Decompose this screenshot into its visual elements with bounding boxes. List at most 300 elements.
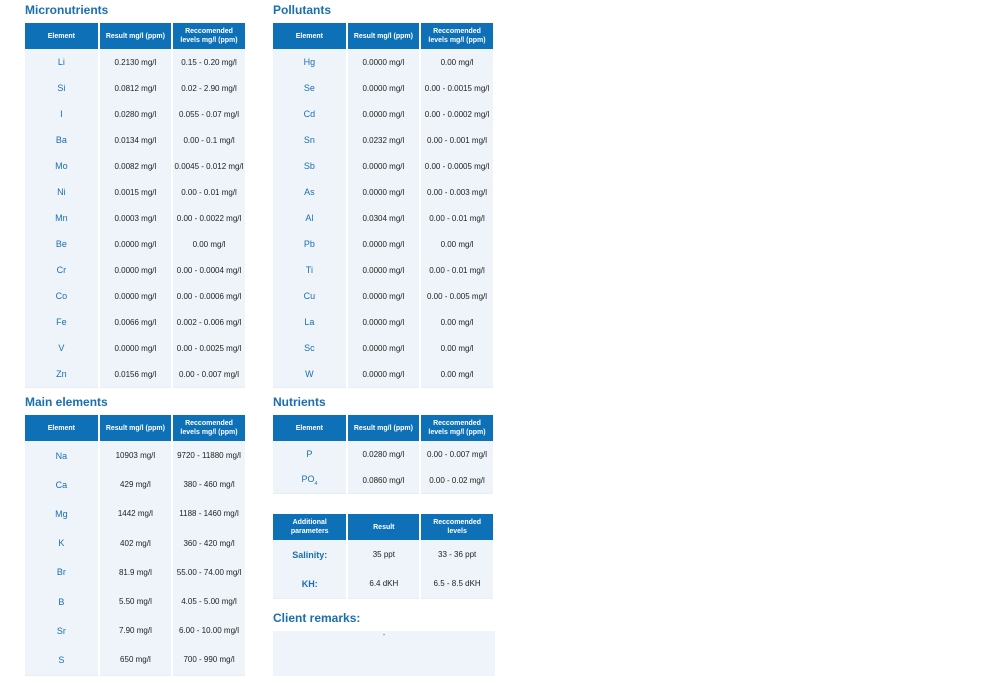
element-cell-text: V [58,343,65,353]
table-row [273,540,493,569]
result-cell-text: 0.0015 mg/l [114,187,157,197]
recommended-cell [173,75,245,101]
recommended-cell-text: 0.00 - 0.01 mg/l [181,187,237,197]
result-cell [100,529,171,558]
header-element: Element [273,23,346,49]
nutrients-rows [273,441,493,494]
nutrients-section [273,395,743,494]
recommended-cell-text: 0.00 - 0.007 mg/l [179,369,240,379]
recommended-cell [173,257,245,283]
element-cell-text: Fe [56,317,67,327]
element-cell-text: Hg [303,57,316,67]
table-row [273,257,493,283]
element-cell-text: K [58,538,65,549]
result-cell-text: 0.0280 mg/l [362,449,405,459]
table-row [25,470,245,499]
recommended-cell-text: 9720 - 11880 mg/l [177,451,241,461]
table-row [25,587,245,616]
element-cell [25,309,98,335]
header-element: Element [25,415,98,441]
result-cell [348,569,419,599]
recommended-cell-text: 0.00 - 0.007 mg/l [427,449,488,459]
recommended-cell [421,205,493,231]
element-cell [273,283,346,309]
header-recommended: Reccomended levels mg/l (ppm) [173,415,245,441]
result-cell [100,205,171,231]
recommended-cell-text: 0.00 - 0.0022 mg/l [176,213,242,223]
result-cell [100,231,171,257]
table-row [25,361,245,388]
result-cell [100,616,171,645]
micronutrients-table [23,23,247,388]
element-cell [25,470,98,499]
parameter-cell [273,540,346,569]
element-cell-text: Be [55,239,67,249]
recommended-cell-text: 0.00 mg/l [440,369,474,379]
table-row [25,529,245,558]
result-cell [348,205,419,231]
parameter-cell-text: KH: [301,578,318,589]
table-row [25,179,245,205]
element-cell [273,257,346,283]
result-cell [348,309,419,335]
result-cell-text: 0.0000 mg/l [114,265,157,275]
recommended-cell [173,309,245,335]
header-recommended: Reccomended levels [421,514,493,540]
recommended-cell [421,441,493,467]
element-cell [25,257,98,283]
main-elements-rows [25,441,245,676]
recommended-cell-text: 0.00 - 0.003 mg/l [427,187,488,197]
result-cell-text: 35 ppt [372,550,395,559]
element-cell-text: Ni [57,187,66,197]
recommended-cell [173,49,245,75]
pollutants-section [273,3,743,388]
recommended-cell [421,569,493,599]
table-row [273,153,493,179]
nutrients-title: Nutrients [273,395,326,409]
element-cell [25,49,98,75]
table-row [273,179,493,205]
header-result: Result mg/l (ppm) [348,415,419,441]
result-cell [100,257,171,283]
element-cell-text: Mo [55,161,68,171]
recommended-cell [421,153,493,179]
recommended-cell [421,127,493,153]
result-cell [100,153,171,179]
result-cell [348,467,419,494]
result-cell-text: 7.90 mg/l [118,626,152,636]
recommended-cell-text: 4.05 - 5.00 mg/l [181,597,237,607]
element-cell [25,205,98,231]
element-cell [25,75,98,101]
element-cell-text: Se [303,83,315,93]
additional-parameters-table [271,514,495,599]
result-cell [100,499,171,528]
client-remarks-section [273,611,743,676]
element-cell [25,179,98,205]
table-row [25,309,245,335]
table-row [25,335,245,361]
result-cell [100,645,171,675]
result-cell-text: 0.0000 mg/l [114,291,157,301]
recommended-cell [173,558,245,587]
recommended-cell-text: 0.00 - 0.0006 mg/l [176,291,242,301]
element-cell-text: Cd [303,109,316,119]
result-cell [100,127,171,153]
recommended-cell-text: 360 - 420 mg/l [183,538,235,548]
table-row [273,283,493,309]
result-cell-text: 0.0232 mg/l [362,135,405,145]
element-cell-text: Ti [305,265,313,275]
recommended-cell [173,205,245,231]
recommended-cell [421,361,493,388]
header-recommended: Reccomended levels mg/l (ppm) [173,23,245,49]
result-cell-text: 0.0000 mg/l [362,239,405,249]
table-row [25,283,245,309]
element-cell [25,616,98,645]
recommended-cell [421,231,493,257]
table-row [25,616,245,645]
result-cell [348,101,419,127]
table-row [273,101,493,127]
element-cell-text: Sc [304,343,315,353]
result-cell [348,75,419,101]
recommended-cell [173,361,245,388]
result-cell [348,283,419,309]
element-cell [273,101,346,127]
recommended-cell [421,101,493,127]
recommended-cell-text: 0.00 - 0.0005 mg/l [424,161,490,171]
table-row [25,441,245,470]
recommended-cell-text: 1188 - 1460 mg/l [179,509,239,519]
recommended-cell-text: 0.00 - 0.0004 mg/l [176,265,242,275]
element-cell-text: P [306,449,313,459]
recommended-cell [421,49,493,75]
element-cell [25,529,98,558]
result-cell-text: 1442 mg/l [117,509,153,519]
table-row [273,361,493,388]
result-cell-text: 0.0156 mg/l [114,369,157,379]
result-cell [100,309,171,335]
element-cell-text: Ba [55,135,67,145]
element-cell-text: Al [305,213,314,223]
result-cell-text: 0.0000 mg/l [362,317,405,327]
element-cell [273,127,346,153]
recommended-cell [173,499,245,528]
element-cell-text: S [58,654,65,665]
recommended-cell-text: 0.00 mg/l [440,317,474,327]
element-cell-text: As [304,187,315,197]
recommended-cell-text: 0.00 - 0.001 mg/l [427,135,488,145]
table-row [273,335,493,361]
recommended-cell-text: 33 - 36 ppt [438,550,477,559]
result-cell [100,283,171,309]
client-remarks-title: Client remarks: [273,611,361,625]
recommended-cell [173,231,245,257]
element-cell-text: Si [57,83,66,93]
client-remarks-text: - [382,632,386,639]
result-cell [348,361,419,388]
result-cell-text: 0.0000 mg/l [362,265,405,275]
main-elements-table [23,415,247,676]
pollutants-rows [273,49,493,388]
result-cell [348,441,419,467]
element-cell-text: Ca [55,479,68,490]
recommended-cell-text: 0.00 mg/l [440,57,474,67]
header-element: Element [25,23,98,49]
header-parameter: Additional parameters [273,514,346,540]
recommended-cell [421,540,493,569]
result-cell [348,49,419,75]
additional-rows [273,540,493,599]
recommended-cell-text: 0.055 - 0.07 mg/l [179,109,240,119]
result-cell-text: 0.0000 mg/l [362,187,405,197]
element-cell [273,361,346,388]
element-cell-text: PO [301,473,315,484]
result-cell [100,335,171,361]
recommended-cell [173,335,245,361]
recommended-cell-text: 0.00 - 0.0002 mg/l [424,109,490,119]
table-row [25,558,245,587]
result-cell-text: 0.2130 mg/l [114,57,157,67]
additional-parameters-section [273,514,743,599]
result-cell-text: 0.0000 mg/l [114,239,157,249]
result-cell [100,49,171,75]
element-cell [25,127,98,153]
result-cell-text: 0.0000 mg/l [362,161,405,171]
element-cell [273,467,346,494]
element-cell [273,153,346,179]
recommended-cell [173,127,245,153]
element-cell-text: Mn [55,213,68,223]
element-cell [25,231,98,257]
result-cell-text: 0.0280 mg/l [114,109,157,119]
recommended-cell [421,257,493,283]
recommended-cell-text: 0.15 - 0.20 mg/l [181,57,237,67]
element-cell-text: Sb [303,161,315,171]
element-cell [25,558,98,587]
client-remarks-box [273,631,495,676]
result-cell [100,101,171,127]
element-cell [25,645,98,675]
result-cell-text: 0.0812 mg/l [114,83,157,93]
result-cell [348,335,419,361]
recommended-cell [173,470,245,499]
recommended-cell-text: 0.0045 - 0.012 mg/l [174,161,244,171]
recommended-cell [173,587,245,616]
result-cell [100,470,171,499]
table-row [273,309,493,335]
element-cell [273,179,346,205]
result-cell-text: 0.0000 mg/l [114,343,157,353]
element-cell [273,441,346,467]
recommended-cell-text: 700 - 990 mg/l [183,655,235,665]
result-cell [100,361,171,388]
element-cell [25,153,98,179]
table-row [273,467,493,494]
header-result: Result [348,514,419,540]
result-cell-text: 0.0066 mg/l [114,317,157,327]
recommended-cell-text: 0.00 - 0.1 mg/l [183,135,235,145]
pollutants-title: Pollutants [273,3,332,17]
element-cell-text: Br [56,567,66,578]
element-cell-text: Cr [56,265,67,275]
recommended-cell [173,645,245,675]
result-cell [100,441,171,470]
table-row [25,101,245,127]
recommended-cell [421,179,493,205]
parameter-cell-text: Salinity: [292,549,328,560]
element-cell-text: Sn [303,135,315,145]
element-cell-text: Co [55,291,68,301]
recommended-cell-text: 0.02 - 2.90 mg/l [181,83,237,93]
table-row [25,257,245,283]
recommended-cell-text: 0.00 - 0.0015 mg/l [424,83,490,93]
header-result: Result mg/l (ppm) [348,23,419,49]
result-cell-text: 0.0082 mg/l [114,161,157,171]
result-cell [348,231,419,257]
element-cell [273,49,346,75]
element-cell-text: Li [57,57,65,67]
result-cell-text: 0.0000 mg/l [362,291,405,301]
recommended-cell [173,153,245,179]
recommended-cell-text: 0.00 - 0.01 mg/l [429,265,485,275]
element-cell-text: Mg [55,508,68,519]
table-row [25,75,245,101]
recommended-cell [421,283,493,309]
table-row [273,127,493,153]
recommended-cell-text: 0.00 - 0.005 mg/l [427,291,488,301]
result-cell [348,179,419,205]
result-cell [100,179,171,205]
micronutrients-title: Micronutrients [25,3,109,17]
result-cell [348,540,419,569]
table-row [273,49,493,75]
table-row [25,127,245,153]
result-cell-text: 0.0000 mg/l [362,343,405,353]
recommended-cell-text: 0.00 - 0.0025 mg/l [176,343,242,353]
header-recommended: Reccomended levels mg/l (ppm) [421,415,493,441]
recommended-cell [173,179,245,205]
table-row [25,205,245,231]
header-recommended: Reccomended levels mg/l (ppm) [421,23,493,49]
micronutrients-rows [25,49,245,388]
result-cell-text: 0.0000 mg/l [362,83,405,93]
element-cell [25,499,98,528]
result-cell-text: 6.4 dKH [369,579,399,588]
result-cell [348,127,419,153]
element-cell [273,75,346,101]
main-elements-title: Main elements [25,395,108,409]
recommended-cell [173,529,245,558]
result-cell-text: 0.0003 mg/l [114,213,157,223]
recommended-cell [173,283,245,309]
table-row [25,49,245,75]
element-cell-text: Cu [303,291,316,301]
result-cell-text: 650 mg/l [120,655,151,665]
recommended-cell-text: 380 - 460 mg/l [183,480,235,490]
element-cell [273,205,346,231]
element-cell-text: Pb [303,239,315,249]
recommended-cell [421,467,493,494]
recommended-cell-text: 0.00 mg/l [440,343,474,353]
recommended-cell-text: 0.002 - 0.006 mg/l [176,317,242,327]
recommended-cell [421,75,493,101]
result-cell-text: 402 mg/l [120,538,151,548]
recommended-cell-text: 0.00 mg/l [192,239,226,249]
result-cell-text: 0.0000 mg/l [362,109,405,119]
result-cell [348,257,419,283]
element-cell-text: W [305,369,314,379]
element-cell-text: Sr [56,625,66,636]
element-cell [25,441,98,470]
element-cell [25,361,98,388]
result-cell [100,558,171,587]
recommended-cell-text: 0.00 - 0.01 mg/l [429,213,485,223]
recommended-cell-text: 0.00 mg/l [440,239,474,249]
result-cell-text: 0.0134 mg/l [114,135,157,145]
result-cell [100,75,171,101]
table-row [25,231,245,257]
result-cell [348,153,419,179]
element-subscript: 4 [314,480,318,487]
element-cell [273,231,346,257]
header-element: Element [273,415,346,441]
element-cell [273,335,346,361]
result-cell-text: 0.0000 mg/l [362,369,405,379]
recommended-cell [173,101,245,127]
element-cell [273,309,346,335]
table-row [273,231,493,257]
table-row [273,205,493,231]
result-cell-text: 0.0860 mg/l [362,475,405,485]
element-cell [25,101,98,127]
table-row [25,499,245,528]
recommended-cell-text: 0.00 - 0.02 mg/l [429,475,485,485]
header-result: Result mg/l (ppm) [100,23,171,49]
element-cell-text: Zn [56,369,67,379]
pollutants-table [271,23,495,388]
result-cell-text: 5.50 mg/l [118,597,152,607]
recommended-cell [421,309,493,335]
result-cell [100,587,171,616]
table-row [273,441,493,467]
header-result: Result mg/l (ppm) [100,415,171,441]
recommended-cell [173,441,245,470]
element-cell-text: B [58,596,65,607]
recommended-cell-text: 6.5 - 8.5 dKH [433,579,481,588]
element-cell [25,335,98,361]
element-cell [25,587,98,616]
element-cell-text: Na [55,450,68,461]
result-cell-text: 10903 mg/l [115,451,156,461]
element-cell-text: La [304,317,315,327]
result-cell-text: 81.9 mg/l [118,567,152,577]
result-cell-text: 0.0304 mg/l [362,213,405,223]
nutrients-table [271,415,495,494]
element-cell [25,283,98,309]
table-row [273,75,493,101]
table-row [25,645,245,675]
recommended-cell [173,616,245,645]
result-cell-text: 0.0000 mg/l [362,57,405,67]
recommended-cell [421,335,493,361]
result-cell-text: 429 mg/l [120,480,151,490]
table-row [25,153,245,179]
recommended-cell-text: 55.00 - 74.00 mg/l [176,567,242,577]
parameter-cell [273,569,346,599]
